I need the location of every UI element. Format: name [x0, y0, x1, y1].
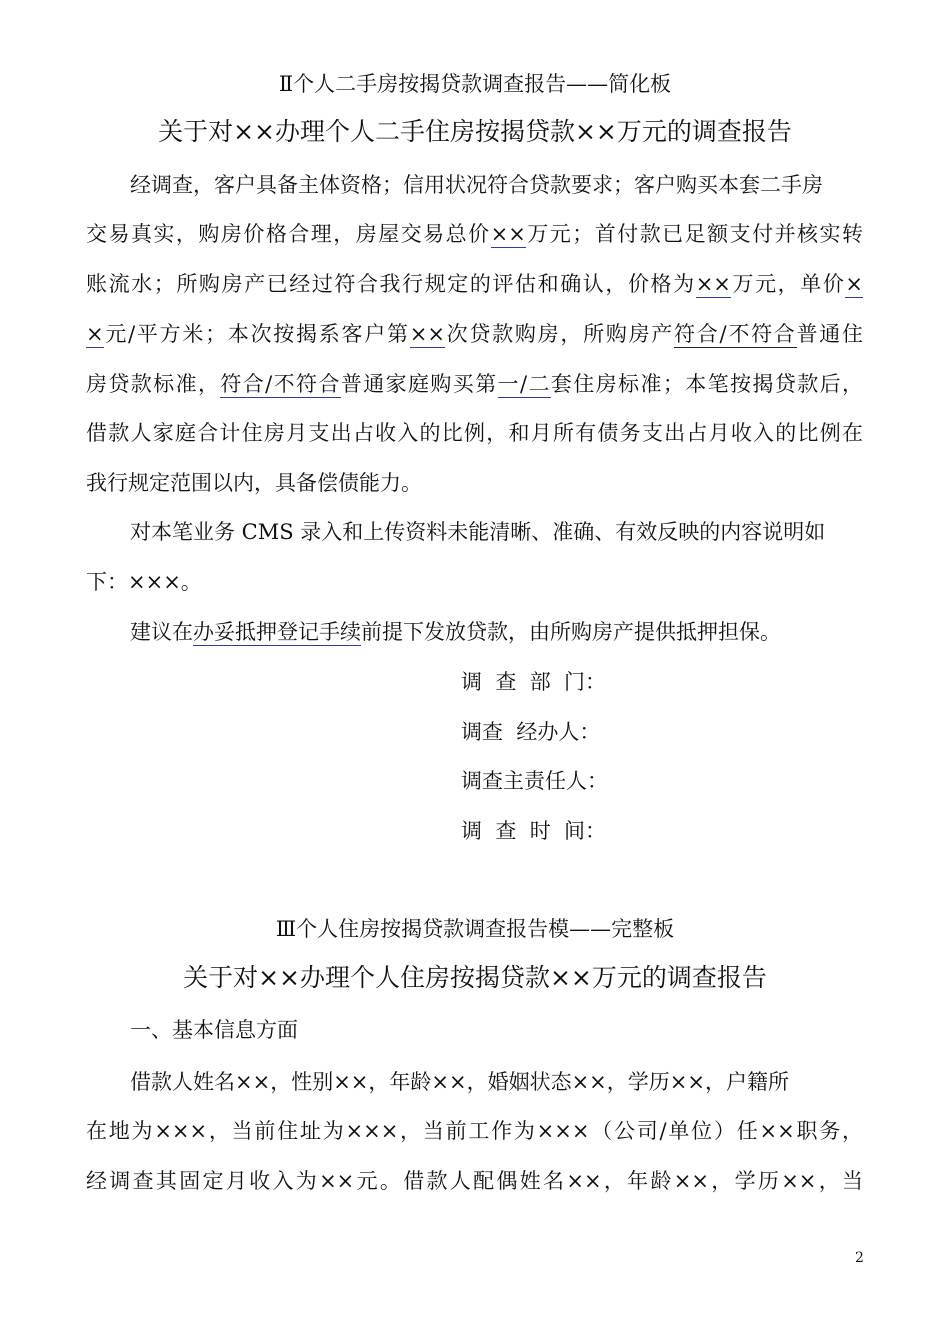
text-span: 万元，单价	[730, 272, 846, 296]
text-span: 房贷款标准，	[86, 372, 221, 396]
section2-title: 关于对××办理个人二手住房按揭贷款××万元的调查报告	[158, 117, 792, 146]
underlined-blank: ××	[695, 272, 731, 296]
text-span: 元/平方米；本次按揭系客户第	[103, 322, 410, 346]
underlined-option: 一/二	[497, 372, 551, 396]
text-span: 万元；首付款已足额支付并核实转	[525, 222, 864, 246]
text-span: 普通住	[796, 322, 864, 346]
section2-p1-line2	[86, 220, 863, 248]
section2-p1-line6: 借款人家庭合计住房月支出占收入的比例，和月所有债务支出占月收入的比例在	[86, 421, 863, 445]
section2-p2-line2: 下：×××。	[86, 570, 202, 594]
text-span: 建议在	[130, 620, 193, 644]
underlined-option: 符合/不符合	[674, 322, 797, 346]
section2-heading: Ⅱ个人二手房按揭贷款调查报告——简化板	[278, 72, 672, 96]
underlined-blank: ××	[490, 222, 526, 246]
text-span: 前提下发放贷款，由所购房产提供抵押担保。	[361, 620, 781, 644]
underlined-blank: ××	[409, 322, 445, 346]
underlined-phrase: 办妥抵押登记手续	[193, 620, 361, 644]
section2-p2-line1: 对本笔业务 CMS 录入和上传资料未能清晰、准确、有效反映的内容说明如	[130, 520, 826, 544]
underlined-blank: ×	[86, 322, 104, 346]
section2-p1-line7: 我行规定范围以内，具备偿债能力。	[86, 471, 422, 495]
section3-p1-line1: 借款人姓名××，性别××，年龄××，婚姻状态××，学历××，户籍所	[130, 1070, 789, 1094]
section3-p1-line2: 在地为×××，当前住址为×××，当前工作为×××（公司/单位）任××职务，	[86, 1119, 863, 1143]
sign-time: 调 查 时 间：	[461, 819, 607, 843]
sign-handler: 调查 经办人：	[461, 720, 601, 744]
text-span: 次贷款购房，所购房产	[444, 322, 675, 346]
section2-p1-line1: 经调查，客户具备主体资格；信用状况符合贷款要求；客户购买本套二手房	[130, 173, 823, 197]
section3-p1-line3: 经调查其固定月收入为××元。借款人配偶姓名××，年龄××，学历××，当	[86, 1169, 863, 1193]
sign-dept: 调 查 部 门：	[461, 670, 607, 694]
section2-p3	[130, 618, 781, 646]
text-span: 交易真实，购房价格合理，房屋交易总价	[86, 222, 491, 246]
page-number: 2	[855, 1250, 864, 1266]
text-span: 账流水；所购房产已经过符合我行规定的评估和确认，价格为	[86, 272, 696, 296]
text-span: 套住房标准；本笔按揭贷款后，	[550, 372, 864, 396]
section3-title: 关于对××办理个人住房按揭贷款××万元的调查报告	[183, 963, 767, 992]
section2-p1-line4	[86, 320, 863, 348]
sign-chief: 调查主责任人：	[461, 769, 608, 793]
section2-p1-line3	[86, 270, 863, 298]
underlined-blank: ×	[845, 272, 864, 296]
underlined-option: 符合/不符合	[220, 372, 341, 396]
text-span: 普通家庭购买第	[340, 372, 498, 396]
section2-p1-line5	[86, 370, 863, 398]
section3-subheading: 一、基本信息方面	[130, 1018, 298, 1042]
section3-heading: Ⅲ个人住房按揭贷款调查报告模——完整板	[275, 917, 675, 941]
